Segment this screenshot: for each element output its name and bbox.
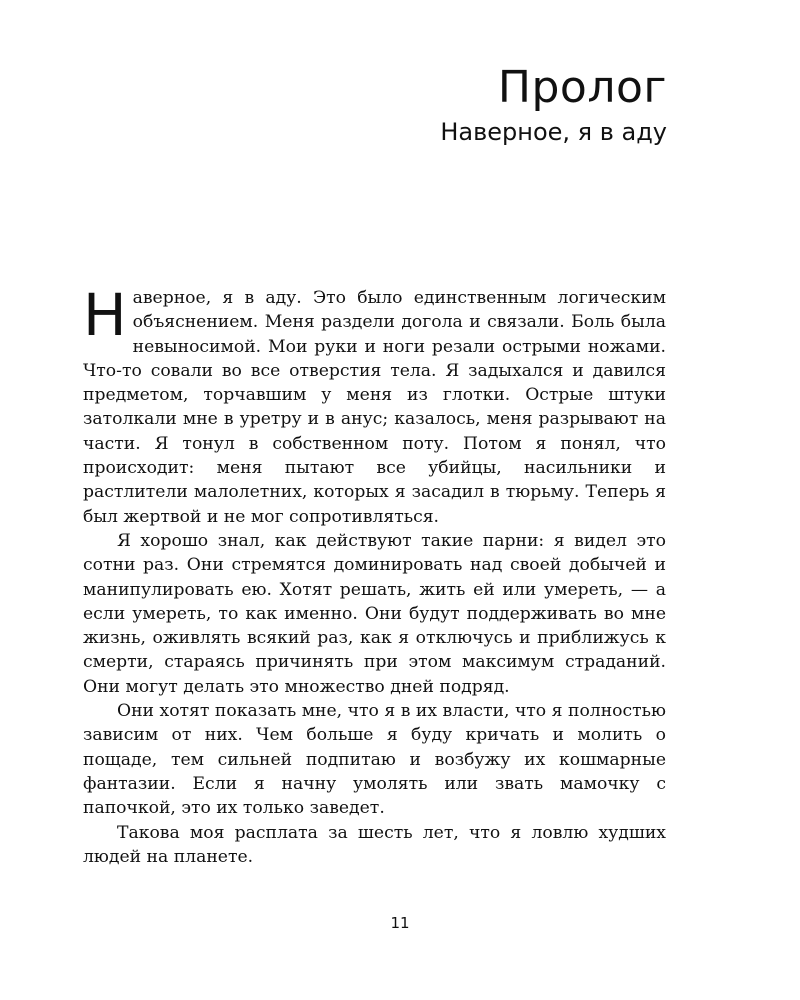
page-number: 11: [390, 914, 410, 932]
drop-cap: Н: [83, 281, 127, 349]
paragraph-3: Они хотят показать мне, что я в их власти, что я полностью зависим от них. Чем больше я буду кричать и молить о пощаде, тем сильней подпитаю и возбужу их кошмарные фантазии. Если я начну умолять или звать мамочку с папочкой, это их только заведет.: [83, 701, 666, 819]
paragraph-1-text: аверное, я в аду. Это было единственным логическим объяснением. Меня раздели догола и связали. Боль была невыносимой. Мои руки и ноги резали острыми ножами. Что-то совали во все отверстия тела. Я задыхался и давился предметом, торчавшим у меня из глотки. Острые штуки затолкали мне в уретру и в анус; казалось, меня разрывают на части. Я тонул в собственном поту. Потом я понял, что происходит: меня пытают все убийцы, насильники и растлители малолетних, которых я засадил в тюрьму. Теперь я был жертвой и не мог сопротивляться.: [83, 288, 666, 527]
chapter-title: Пролог: [497, 62, 667, 113]
paragraph-1: [83, 281, 666, 529]
chapter-subtitle: Наверное, я в аду: [440, 118, 667, 146]
body-text: [83, 281, 666, 869]
paragraph-4: Такова моя расплата за шесть лет, что я ловлю худших людей на планете.: [83, 822, 666, 867]
paragraph-2: Я хорошо знал, как действуют такие парни: я видел это сотни раз. Они стремятся доминировать над своей добычей и манипулировать ею. Хотят решать, жить ей или умереть, — а если умереть, то как именно. Они будут поддерживать во мне жизнь, оживлять всякий раз, как я отключусь и приближусь к смерти, стараясь причинять при этом максимум страданий. Они могут делать это множество дней подряд.: [83, 530, 666, 697]
